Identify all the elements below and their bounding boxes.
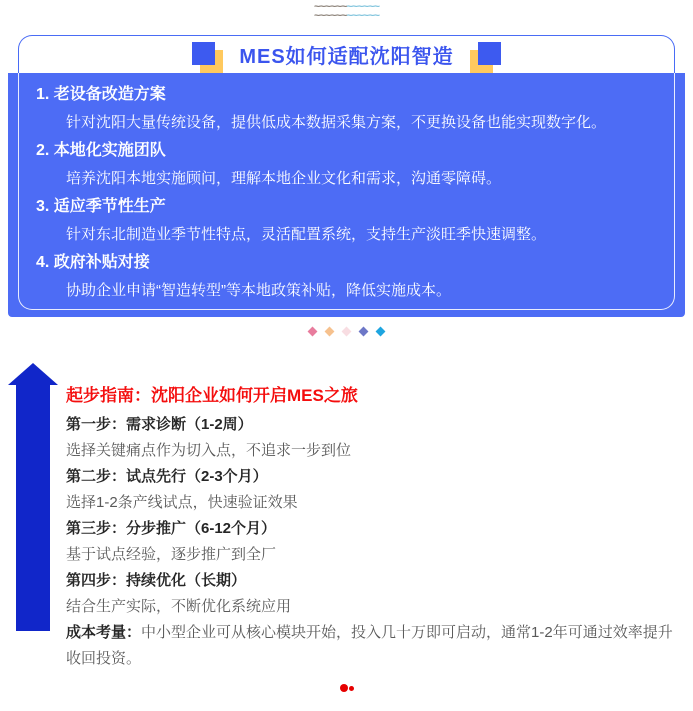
wave-decoration	[0, 3, 693, 21]
guide-step-heading: 第二步：试点先行（2-3个月）	[66, 468, 268, 485]
wave-gray-icon: ~~~~~~	[313, 10, 347, 22]
diamond-dot-icon	[376, 327, 386, 337]
panel-item-heading: 3. 适应季节性生产	[36, 198, 166, 215]
guide-cost-paragraph	[66, 620, 685, 672]
panel-title: MES如何适配沈阳智造	[239, 46, 454, 68]
guide-section	[0, 360, 693, 711]
diamond-divider	[0, 328, 693, 335]
up-arrow-head	[8, 363, 58, 385]
guide-step-heading: 第四步：持续优化（长期）	[66, 572, 247, 589]
blue-square-icon	[478, 42, 501, 65]
guide-cost-body: 中小型企业可从核心模块开始，投入几十万即可启动，通常1-2年可通过效率提升收回投资。	[66, 624, 673, 667]
wave-gray-icon: ~~~~~~	[313, 1, 347, 13]
mes-panel	[18, 35, 675, 317]
guide-step-heading: 第三步：分步推广（6-12个月）	[66, 520, 277, 537]
blue-square-icon	[192, 42, 215, 65]
red-dot-icon	[340, 684, 348, 692]
up-arrow-shaft	[16, 385, 50, 631]
diamond-dot-icon	[342, 327, 352, 337]
panel-item-heading: 4. 政府补贴对接	[36, 254, 150, 271]
panel-item-body: 协助企业申请“智造转型”等本地政策补贴，降低实施成本。	[66, 282, 451, 299]
title-deco-left	[192, 42, 223, 73]
guide-text	[66, 360, 685, 672]
panel-header	[18, 35, 675, 73]
guide-step-body: 选择关键痛点作为切入点，不追求一步到位	[66, 442, 352, 459]
panel-item-body: 针对东北制造业季节性特点，灵活配置系统，支持生产淡旺季快速调整。	[66, 226, 547, 243]
panel-body	[8, 73, 685, 317]
diamond-dot-icon	[308, 327, 318, 337]
guide-step-body: 基于试点经验，逐步推广到全厂	[66, 546, 277, 563]
up-arrow-icon	[8, 363, 58, 631]
guide-title: 起步指南：沈阳企业如何开启MES之旅	[66, 386, 358, 405]
guide-step-heading: 第一步：需求诊断（1-2周）	[66, 416, 253, 433]
footer-dots-decoration	[0, 684, 693, 692]
wave-blue-icon: ~~~~~~	[346, 1, 380, 13]
guide-cost-label: 成本考量：	[66, 624, 142, 641]
panel-item-body: 针对沈阳大量传统设备，提供低成本数据采集方案，不更换设备也能实现数字化。	[66, 114, 607, 131]
panel-item-body: 培养沈阳本地实施顾问，理解本地企业文化和需求，沟通零障碍。	[66, 170, 502, 187]
wave-blue-icon: ~~~~~~	[346, 10, 380, 22]
panel-item-heading: 1. 老设备改造方案	[36, 86, 166, 103]
panel-item-heading: 2. 本地化实施团队	[36, 142, 166, 159]
guide-step-body: 结合生产实际，不断优化系统应用	[66, 598, 292, 615]
wave-row	[0, 12, 693, 21]
red-dot-icon	[349, 686, 354, 691]
diamond-dot-icon	[325, 327, 335, 337]
guide-step-body: 选择1-2条产线试点，快速验证效果	[66, 494, 298, 511]
diamond-dot-icon	[359, 327, 369, 337]
title-deco-right	[470, 42, 501, 73]
